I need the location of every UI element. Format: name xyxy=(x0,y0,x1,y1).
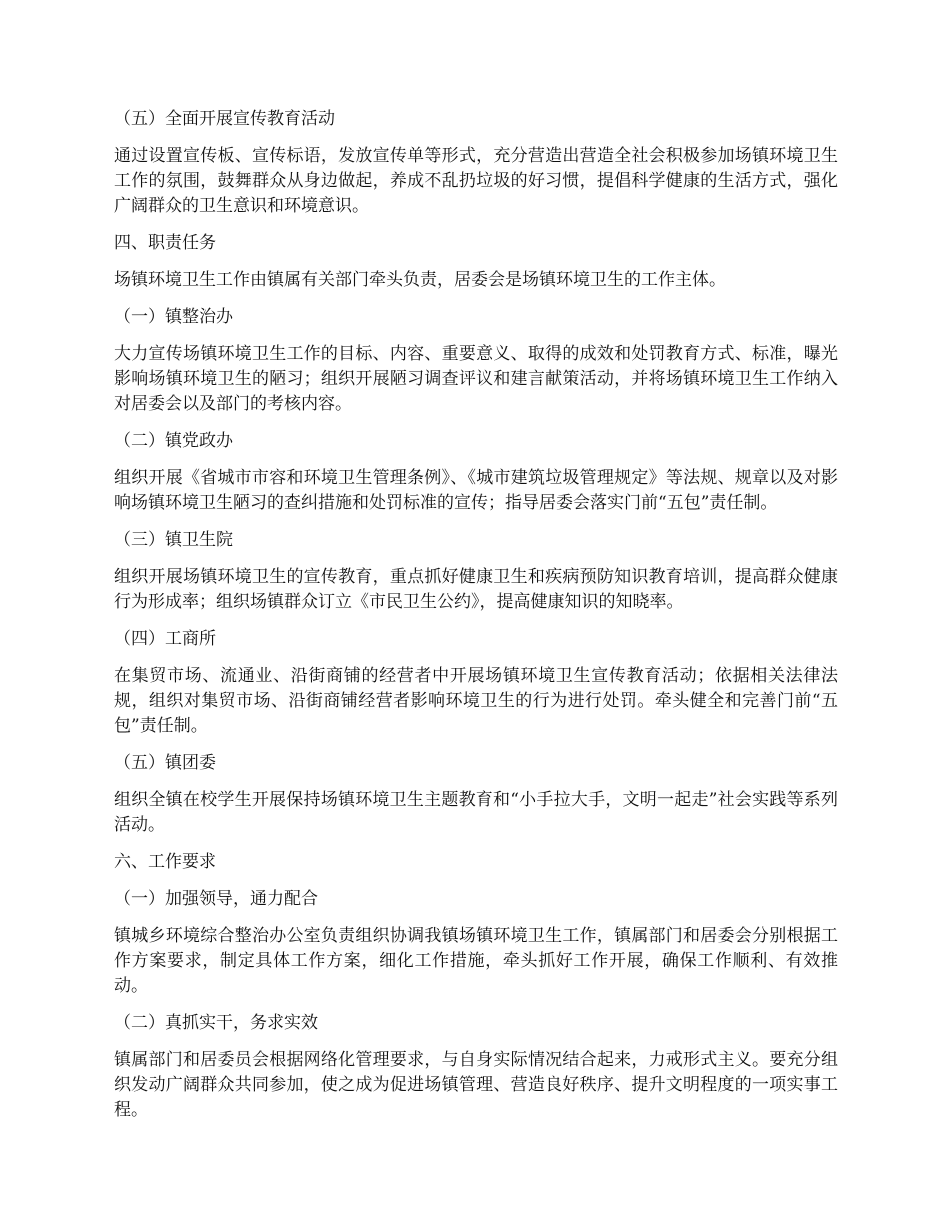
section-heading: 四、职责任务 xyxy=(114,233,216,253)
section-heading: （二）镇党政办 xyxy=(114,431,233,451)
section-heading: （一）镇整治办 xyxy=(114,307,233,327)
document-body xyxy=(114,107,838,1135)
paragraph: 镇城乡环境综合整治办公室负责组织协调我镇场镇环境卫生工作，镇属部门和居委会分别根据工作方案要求，制定具体工作方案，细化工作措施，牵头抓好工作开展，确保工作顺利、有效推动。 xyxy=(114,926,838,996)
paragraph: 在集贸市场、流通业、沿街商铺的经营者中开展场镇环境卫生宣传教育活动；依据相关法律法规，组织对集贸市场、沿街商铺经营者影响环境卫生的行为进行处罚。牵头健全和完善门前“五包”责任制。 xyxy=(114,666,838,736)
paragraph: 大力宣传场镇环境卫生工作的目标、内容、重要意义、取得的成效和处罚教育方式、标准，曝光影响场镇环境卫生的陋习；组织开展陋习调查评议和建言献策活动，并将场镇环境卫生工作纳入对居委会以及部门的考核内容。 xyxy=(114,344,838,414)
section-heading: 六、工作要求 xyxy=(114,852,216,872)
paragraph: 通过设置宣传板、宣传标语，发放宣传单等形式，充分营造出营造全社会积极参加场镇环境卫生工作的氛围，鼓舞群众从身边做起，养成不乱扔垃圾的好习惯，提倡科学健康的生活方式，强化广阔群众的卫生意识和环境意识。 xyxy=(114,146,838,216)
paragraph: 场镇环境卫生工作由镇属有关部门牵头负责，居委会是场镇环境卫生的工作主体。 xyxy=(114,270,726,290)
section-heading: （五）全面开展宣传教育活动 xyxy=(114,109,335,129)
section-heading: （五）镇团委 xyxy=(114,753,216,773)
section-heading: （四）工商所 xyxy=(114,629,216,649)
paragraph: 组织开展《省城市市容和环境卫生管理条例》、《城市建筑垃圾管理规定》等法规、规章以及对影响场镇环境卫生陋习的查纠措施和处罚标准的宣传；指导居委会落实门前“五包”责任制。 xyxy=(114,468,838,513)
section-heading: （三）镇卫生院 xyxy=(114,530,233,550)
section-heading: （一）加强领导，通力配合 xyxy=(114,889,318,909)
paragraph: 组织全镇在校学生开展保持场镇环境卫生主题教育和“小手拉大手，文明一起走”社会实践等系列活动。 xyxy=(114,790,838,835)
paragraph: 组织开展场镇环境卫生的宣传教育，重点抓好健康卫生和疾病预防知识教育培训，提高群众健康行为形成率；组织场镇群众订立《市民卫生公约》，提高健康知识的知晓率。 xyxy=(114,567,838,612)
paragraph: 镇属部门和居委员会根据网络化管理要求，与自身实际情况结合起来，力戒形式主义。要充分组织发动广阔群众共同参加，使之成为促进场镇管理、营造良好秩序、提升文明程度的一项实事工程。 xyxy=(114,1050,838,1120)
section-heading: （二）真抓实干，务求实效 xyxy=(114,1013,318,1033)
